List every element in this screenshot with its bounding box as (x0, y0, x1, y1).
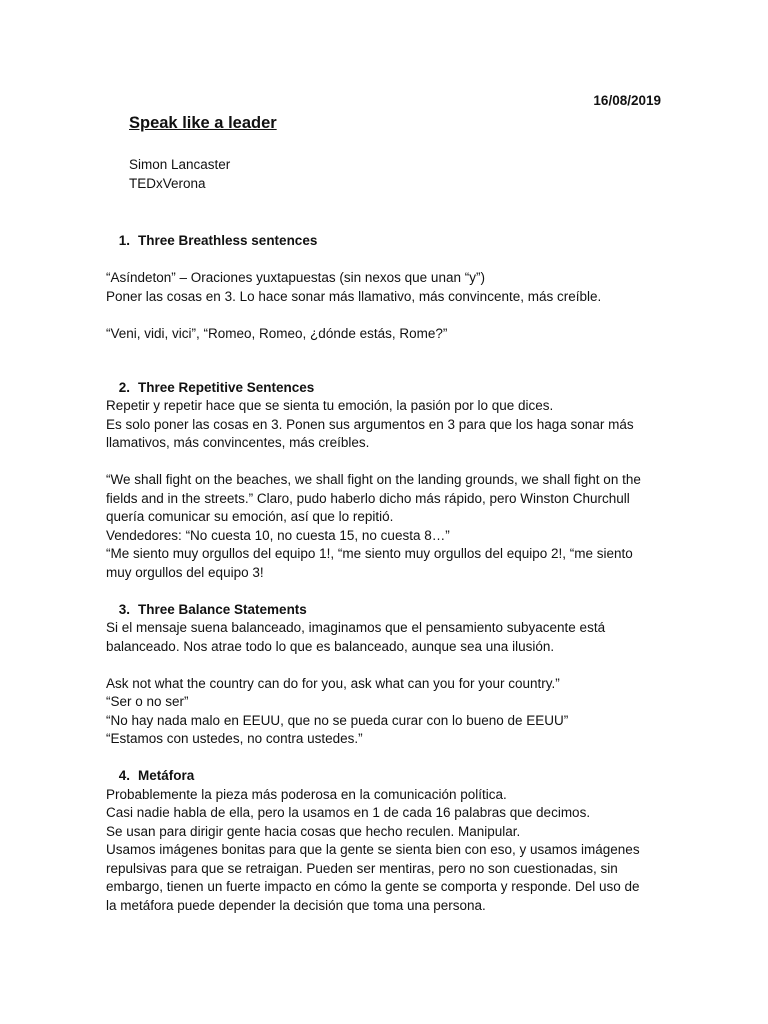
document-title: Speak like a leader (129, 114, 277, 132)
document-date: 16/08/2019 (593, 93, 661, 108)
section-paragraph (106, 675, 666, 749)
document-meta (129, 155, 230, 193)
section-number: 4. (118, 768, 130, 783)
section-number: 2. (118, 379, 130, 395)
text-line: Casi nadie habla de ella, pero la usamos en 1 de cada 16 palabras que decimos. (106, 805, 591, 820)
section-3 (106, 601, 666, 749)
section-number: 3. (118, 601, 130, 617)
text-line: “Estamos con ustedes, no contra ustedes.” (106, 731, 363, 746)
text-line: balanceado. Nos atrae todo lo que es balanceado, aunque sea una ilusión. (106, 638, 555, 654)
text-line: “No hay nada malo en EEUU, que no se pueda curar con lo bueno de EEUU” (106, 712, 569, 728)
section-paragraph (106, 786, 666, 916)
section-heading (106, 767, 666, 786)
text-line: repulsivas para que se retraigan. Pueden ser mentiras, pero no son cuestionadas, sin (106, 860, 618, 876)
text-line: llamativos, más convincentes, más creíbles. (106, 435, 370, 450)
text-line: Es solo poner las cosas en 3. Ponen sus argumentos en 3 para que los haga sonar más (106, 416, 634, 432)
text-line: “Me siento muy orgullos del equipo 1!, “me siento muy orgullos del equipo 2!, “me siento (106, 546, 633, 561)
section-1 (106, 232, 666, 343)
text-line: “Ser o no ser” (106, 694, 189, 709)
section-title: Three Breathless sentences (138, 233, 318, 248)
section-4 (106, 767, 666, 915)
document-body (106, 232, 666, 915)
section-paragraph (106, 619, 666, 656)
section-paragraph (106, 471, 666, 582)
section-title: Three Balance Statements (138, 601, 307, 617)
text-line: quería comunicar su emoción, así que lo repitió. (106, 509, 394, 524)
section-heading (106, 379, 666, 398)
text-line: muy orgullos del equipo 3! (106, 564, 264, 580)
section-title: Metáfora (138, 768, 195, 783)
section-2 (106, 379, 666, 583)
text-line: Usamos imágenes bonitas para que la gente se sienta bien con eso, y usamos imágenes (106, 842, 640, 857)
author-name: Simon Lancaster (129, 157, 231, 172)
section-paragraph (106, 325, 666, 344)
text-line: “Asíndeton” – Oraciones yuxtapuestas (sin nexos que unan “y”) (106, 270, 485, 285)
section-paragraph (106, 269, 666, 306)
text-line: Se usan para dirigir gente hacia cosas que hecho reculen. Manipular. (106, 823, 521, 839)
text-line: “We shall fight on the beaches, we shall fight on the landing grounds, we shall fight on the (106, 472, 641, 487)
text-line: Probablemente la pieza más poderosa en la comunicación política. (106, 786, 507, 802)
text-line: la metáfora puede depender la decisión que toma una persona. (106, 897, 486, 913)
event-name: TEDxVerona (129, 176, 206, 191)
section-paragraph (106, 397, 666, 453)
section-heading (106, 601, 666, 620)
text-line: Ask not what the country can do for you, ask what can you for your country.” (106, 675, 560, 691)
section-heading (106, 232, 666, 251)
text-line: embargo, tienen un fuerte impacto en cómo la gente se comporta y responde. Del uso de (106, 879, 640, 894)
section-number: 1. (118, 233, 130, 248)
section-title: Three Repetitive Sentences (138, 379, 315, 395)
text-line: Si el mensaje suena balanceado, imaginamos que el pensamiento subyacente está (106, 620, 606, 635)
text-line: fields and in the streets.” Claro, pudo haberlo dicho más rápido, pero Winston Churchull (106, 490, 630, 506)
text-line: “Veni, vidi, vici”, “Romeo, Romeo, ¿dónde estás, Rome?” (106, 325, 448, 341)
text-line: Vendedores: “No cuesta 10, no cuesta 15, no cuesta 8…” (106, 527, 450, 543)
text-line: Repetir y repetir hace que se sienta tu emoción, la pasión por lo que dices. (106, 398, 554, 413)
text-line: Poner las cosas en 3. Lo hace sonar más llamativo, más convincente, más creíble. (106, 288, 602, 304)
